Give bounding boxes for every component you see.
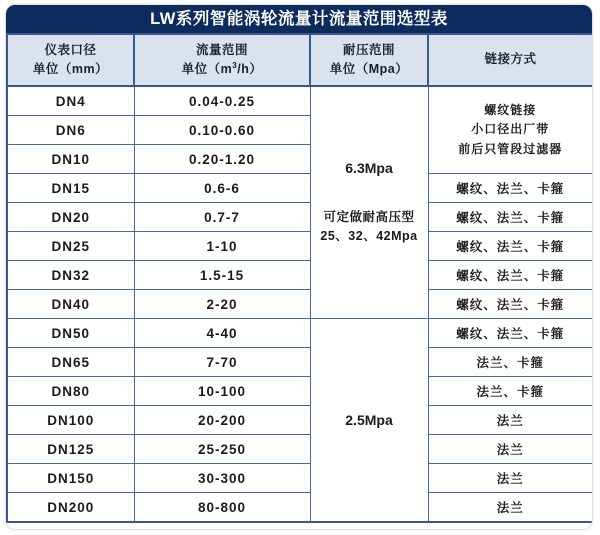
column-header-pressure	[310, 34, 428, 86]
table-row	[7, 319, 592, 348]
flow-cell: 20-200	[134, 406, 310, 435]
connection-cell: 螺纹、法兰、卡箍	[428, 232, 592, 261]
header-line: 流量范围	[195, 42, 248, 57]
column-header-connection	[428, 34, 592, 86]
dn-cell: DN32	[7, 261, 134, 290]
column-header-diameter	[7, 34, 134, 86]
selection-table-card	[6, 5, 592, 529]
flow-range-selection-table	[6, 33, 592, 523]
header-unit: 单位$(m^3/h)$	[181, 60, 263, 77]
header-unit: 单位（mm）	[32, 62, 109, 76]
connection-cell: 螺纹、法兰、卡箍	[428, 261, 592, 290]
cubed-superscript: 3	[232, 60, 238, 70]
header-line: 仪表口径	[44, 42, 97, 57]
dn-cell: DN15	[7, 174, 134, 203]
table-row	[7, 232, 592, 261]
flow-cell: 0.6-6	[134, 174, 310, 203]
dn-cell: DN150	[7, 464, 134, 493]
header-unit: 单位（Mpa）	[329, 62, 409, 76]
flow-cell: 0.20-1.20	[134, 145, 310, 174]
table-row	[7, 203, 592, 232]
flow-cell: 2-20	[134, 290, 310, 319]
pressure-high-content	[311, 160, 428, 246]
flow-cell: 0.7-7	[134, 203, 310, 232]
connection-cell: 法兰	[428, 406, 592, 435]
connection-cell-small-diameter: 螺纹链接 小口径出厂带 前后只管段过滤器	[428, 86, 592, 174]
dn-cell: DN20	[7, 203, 134, 232]
dn-cell: DN100	[7, 406, 134, 435]
table-row	[7, 493, 592, 523]
flow-cell: 80-800	[134, 493, 310, 523]
connection-cell: 螺纹、法兰、卡箍	[428, 203, 592, 232]
table-row	[7, 290, 592, 319]
table-row	[7, 174, 592, 203]
dn-cell: DN125	[7, 435, 134, 464]
table-row	[7, 86, 592, 116]
dn-cell: DN80	[7, 377, 134, 406]
flow-cell: 4-40	[134, 319, 310, 348]
table-row	[7, 435, 592, 464]
table-row	[7, 377, 592, 406]
flow-cell: 0.10-0.60	[134, 116, 310, 145]
connection-cell: 法兰	[428, 493, 592, 523]
connection-cell: 法兰	[428, 435, 592, 464]
page-title: LW系列智能涡轮流量计流量范围选型表	[6, 5, 592, 33]
table-row	[7, 464, 592, 493]
dn-cell: DN200	[7, 493, 134, 523]
header-line: 耐压范围	[342, 42, 395, 57]
pressure-high-value: 6.3Mpa	[345, 159, 393, 176]
flow-cell: 30-300	[134, 464, 310, 493]
table-row	[7, 348, 592, 377]
connection-cell: 螺纹、法兰、卡箍	[428, 319, 592, 348]
connection-cell: 法兰、卡箍	[428, 377, 592, 406]
dn-cell: DN25	[7, 232, 134, 261]
header-line: 链接方式	[484, 52, 537, 67]
flow-cell: 25-250	[134, 435, 310, 464]
connection-cell: 法兰、卡箍	[428, 348, 592, 377]
dn-cell: DN10	[7, 145, 134, 174]
connection-cell: 法兰	[428, 464, 592, 493]
dn-cell: DN50	[7, 319, 134, 348]
dn-cell: DN65	[7, 348, 134, 377]
flow-cell: 10-100	[134, 377, 310, 406]
header-row	[7, 34, 592, 86]
flow-cell: 7-70	[134, 348, 310, 377]
flow-cell: 1.5-15	[134, 261, 310, 290]
flow-cell: 0.04-0.25	[134, 86, 310, 116]
dn-cell: DN4	[7, 86, 134, 116]
connection-cell: 螺纹、法兰、卡箍	[428, 290, 592, 319]
column-header-flow-range	[134, 34, 310, 86]
table-row	[7, 261, 592, 290]
pressure-cell-low: 2.5Mpa	[310, 319, 428, 523]
pressure-high-note: 可定做耐高压型 25、32、42Mpa	[320, 209, 418, 243]
dn-cell: DN40	[7, 290, 134, 319]
connection-cell: 螺纹、法兰、卡箍	[428, 174, 592, 203]
pressure-cell-high	[310, 86, 428, 319]
table-row	[7, 406, 592, 435]
dn-cell: DN6	[7, 116, 134, 145]
flow-cell: 1-10	[134, 232, 310, 261]
